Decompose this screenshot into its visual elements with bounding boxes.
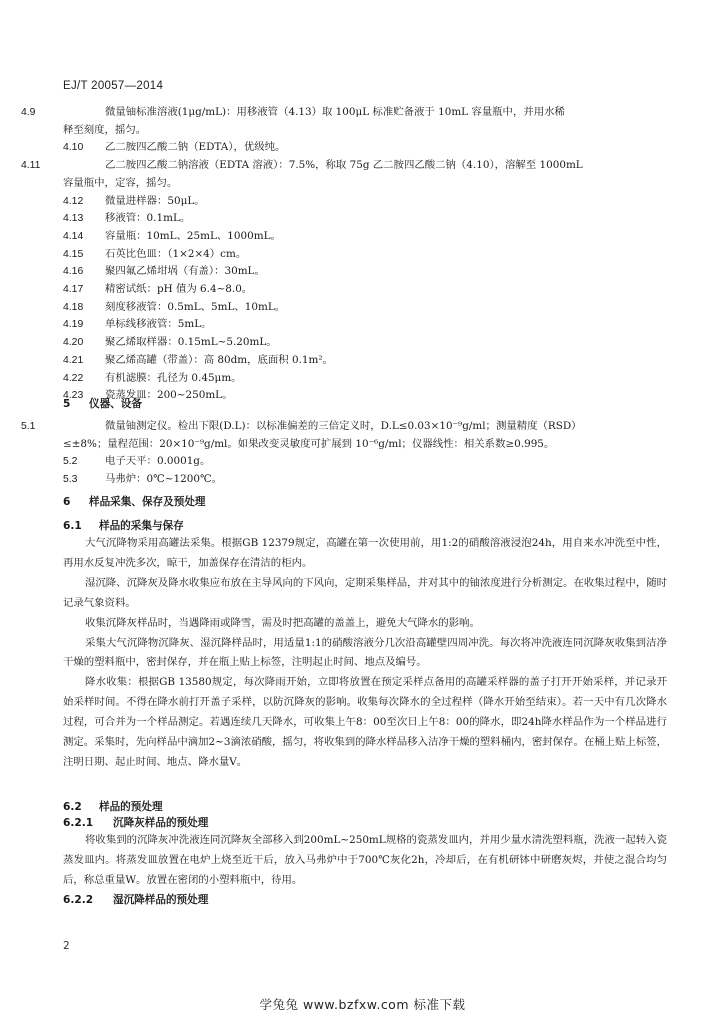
item-number: 4.15	[63, 248, 84, 260]
item-text: 聚乙烯高罐（带盖）：高 80dm，底面积 0.1m²。	[105, 353, 333, 366]
item-number: 4.21	[63, 354, 84, 366]
item-text-continued: 容量瓶中，定容，摇匀。	[63, 176, 178, 189]
item-text: 乙二胺四乙酸二钠溶液（EDTA 溶液）：7.5%，称取 75g 乙二胺四乙酸二钠（4.10），溶解至 1000mL	[105, 159, 583, 172]
item-text: 移液管：0.1mL。	[105, 212, 191, 225]
list-item	[63, 139, 667, 157]
item-text: 刻度移液管：0.5mL、5mL、10mL。	[105, 300, 286, 313]
item-text: 精密试纸：pH 值为 6.4~8.0。	[105, 283, 253, 296]
item-number: 4.17	[63, 284, 84, 296]
item-text: 单标线移液管：5mL。	[105, 318, 212, 331]
subsection-title: 样品的采集与保存	[99, 520, 184, 532]
paragraph: 采集大气沉降物沉降灰、湿沉降样品时，用适量1:1的硝酸溶液分几次沿高罐壁四周冲洗。每次将冲洗液连同沉降灰收集到洁净干燥的塑料瓶中，密封保存，并在瓶上贴上标签，注明起止时间、地点及编号。	[63, 636, 667, 669]
item-number: 4.14	[63, 230, 84, 242]
list-item	[63, 334, 667, 352]
reagent-list	[21, 104, 667, 405]
section-title: 仪器、设备	[89, 398, 142, 410]
item-number: 4.23	[63, 390, 84, 402]
list-item	[63, 370, 667, 388]
item-text: 微量进样器：50μL。	[105, 194, 205, 207]
item-text: 马弗炉：0℃~1200℃。	[105, 473, 222, 486]
section-5-heading	[63, 396, 667, 414]
item-text: 电子天平：0.0001g。	[105, 455, 211, 468]
subsection-number: 6.1	[63, 520, 82, 532]
item-number: 4.18	[63, 301, 84, 313]
paragraph: 降水收集：根据GB 13580规定，每次降雨开始，立即将放置在预定采样点备用的高罐采样器的盖子打开开始采样，并记录开始采样时间。不得在降水前打开盖子采样，以防沉降灰的影响。收集每次降水的全过程样（降水开始至结束）。若一天中有几次降水过程，可合并为一个样品测定。若遇连续几天降水，可收集上午8：00至次日上午8：00的降水，即24h降水样品作为一个样品进行测定。采集时，先向样品中滴加2~3滴浓硝酸，摇匀，将收集到的降水样品移入洁净干燥的塑料桶内，密封保存。在桶上贴上标签，注明日期、起止时间、地点、降水量V。	[63, 676, 667, 768]
paragraph: 将收集到的沉降灰冲洗液连同沉降灰全部移入到200mL~250mL规格的瓷蒸发皿内，并用少量水清洗塑料瓶，洗液一起转入瓷蒸发皿内。将蒸发皿放置在电炉上烧至近干后，放入马弗炉中于700℃灰化2h，冷却后，在有机研钵中研磨灰烬，并使之混合均匀后，称总重量W。放置在密闭的小塑料瓶中，待用。	[63, 834, 667, 886]
section-number: 6	[63, 496, 71, 508]
subsection-6-2-1-body	[63, 831, 667, 891]
section-number: 5	[63, 398, 71, 410]
item-number: 5.2	[63, 456, 78, 468]
item-number: 4.10	[63, 142, 84, 154]
list-item	[63, 210, 667, 228]
list-item	[63, 453, 667, 471]
item-text: 乙二胺四乙酸二钠（EDTA），优级纯。	[105, 141, 286, 154]
item-text: 聚四氟乙烯坩埚（有盖）：30mL。	[105, 265, 265, 278]
item-number: 4.9	[21, 107, 36, 118]
list-item	[63, 316, 667, 334]
item-number: 5.1	[21, 421, 36, 432]
subsection-title: 样品的预处理	[99, 801, 163, 813]
item-number: 4.19	[63, 319, 84, 331]
list-item	[21, 418, 667, 453]
item-text: 微量铀标准溶液(1μg/mL)：用移液管（4.13）取 100μL 标准贮备液于 10mL 容量瓶中，并用水稀	[105, 106, 565, 118]
subsection-title: 沉降灰样品的预处理	[113, 817, 209, 829]
subsection-6-2-2-heading	[63, 892, 667, 910]
subsection-number: 6.2.2	[63, 894, 94, 906]
list-item	[21, 104, 667, 139]
item-number: 4.22	[63, 372, 84, 384]
paragraph: 收集沉降灰样品时，当遇降雨或降雪，需及时把高罐的盖盖上，避免大气降水的影响。	[85, 616, 480, 629]
item-text: 容量瓶：10mL、25mL、1000mL。	[105, 229, 281, 242]
list-item	[63, 246, 667, 264]
paragraph: 大气沉降物采用高罐法采集。根据GB 12379规定，高罐在第一次使用前，用1:2的硝酸溶液浸泡24h，用自来水冲洗至中性，再用水反复冲洗多次，晾干，加盖保存在清洁的柜内。	[63, 537, 667, 569]
subsection-title: 湿沉降样品的预处理	[113, 894, 209, 906]
item-number: 4.20	[63, 337, 84, 349]
item-text: 聚乙烯取样器：0.15mL~5.20mL。	[105, 336, 277, 349]
watermark-text: 学兔兔 www.bzfxw.com 标准下载	[259, 997, 466, 1012]
list-item	[21, 157, 667, 192]
item-number: 4.11	[21, 160, 41, 172]
list-item	[63, 352, 667, 370]
paragraph: 湿沉降、沉降灰及降水收集应布放在主导风向的下风向，定期采集样品，并对其中的铀浓度进行分析测定。在收集过程中，随时记录气象资料。	[63, 576, 667, 609]
subsection-6-1-body	[63, 534, 667, 773]
item-text-continued: 释至刻度，摇匀。	[63, 123, 147, 136]
item-text: 瓷蒸发皿：200~250mL。	[105, 389, 233, 402]
item-number: 4.16	[63, 266, 84, 278]
subsection-number: 6.2.1	[63, 817, 94, 829]
list-item	[63, 228, 667, 246]
item-number: 4.12	[63, 195, 84, 207]
section-6-heading	[63, 494, 667, 512]
section-5-items	[21, 418, 667, 489]
section-title: 样品采集、保存及预处理	[89, 496, 206, 508]
item-text: 微量铀测定仪。检出下限(D.L)：以标准偏差的三倍定义时，D.L≤0.03×10⁻⁹g/ml；测量精度（RSD）	[105, 420, 582, 432]
list-item	[63, 299, 667, 317]
item-number: 5.3	[63, 474, 78, 486]
subsection-number: 6.2	[63, 801, 82, 813]
list-item	[63, 471, 667, 489]
standard-code: EJ/T 20057—2014	[63, 80, 164, 92]
item-number: 4.13	[63, 213, 84, 225]
list-item	[63, 263, 667, 281]
list-item	[63, 281, 667, 299]
page-number: 2	[63, 940, 70, 952]
item-text: 有机滤膜：孔径为 0.45μm。	[105, 371, 242, 384]
item-text-continued: ≤±8%；量程范围：20×10⁻⁹g/ml。如果改变灵敏度可扩展到 10⁻⁶g/ml；仪器线性：相关系数≥0.995。	[63, 437, 555, 450]
item-text: 石英比色皿：（1×2×4）cm。	[105, 247, 247, 260]
list-item	[63, 193, 667, 211]
